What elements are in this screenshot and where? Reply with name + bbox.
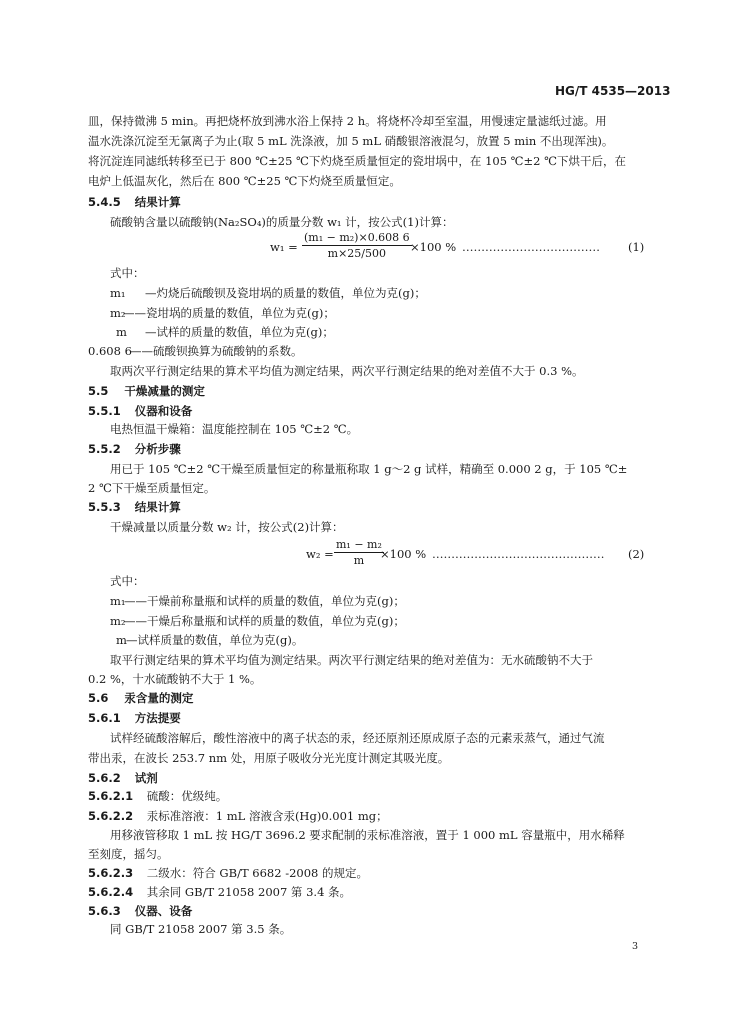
clause — [88, 885, 351, 899]
section-number: 5.5 — [88, 384, 109, 398]
section-number: 5.5.3 — [88, 500, 121, 514]
section-title: 仪器和设备 — [134, 404, 193, 418]
formula-1-fraction — [302, 231, 412, 260]
section-number: 5.6.2 — [88, 771, 121, 785]
formula-2-tail: ×100 % — [380, 547, 427, 561]
standard-number: HG/T 4535—2013 — [555, 84, 671, 98]
paragraph-line: 2 ℃下干燥至质量恒定。 — [88, 481, 216, 495]
paragraph-line: 干燥减量以质量分数 w₂ 计，按公式(2)计算： — [110, 520, 344, 534]
section-heading — [88, 404, 192, 418]
clause-text: 二级水：符合 GB/T 6682 -2008 的规定。 — [146, 866, 369, 880]
clause-number: 5.6.2.1 — [88, 789, 134, 803]
section-heading — [88, 691, 193, 705]
formula-2-fraction — [334, 538, 384, 567]
paragraph-line: 皿，保持微沸 5 min。再把烧杯放到沸水浴上保持 2 h。将烧杯冷却至室温，用慢速定量滤纸过滤。用 — [88, 114, 607, 128]
section-heading — [88, 384, 205, 398]
section-title: 仪器、设备 — [134, 904, 193, 918]
clause-number: 5.6.2.4 — [88, 885, 134, 899]
formula-2-denominator: m — [353, 554, 365, 567]
symbol-definition: —试样质量的数值，单位为克(g)。 — [126, 633, 304, 647]
section-number: 5.5.1 — [88, 404, 121, 418]
symbol: m₂ — [110, 614, 126, 628]
section-number: 5.4.5 — [88, 195, 121, 209]
section-heading — [88, 904, 192, 918]
section-title: 结果计算 — [134, 500, 181, 514]
section-title: 试剂 — [134, 771, 158, 785]
formula-2-numerator: m₁ − m₂ — [336, 538, 382, 551]
page-number: 3 — [632, 941, 639, 952]
section-title: 结果计算 — [134, 195, 181, 209]
symbol: m — [116, 325, 127, 339]
section-heading — [88, 771, 158, 785]
clause-number: 5.6.2.2 — [88, 809, 134, 823]
clause-text: 硫酸：优级纯。 — [146, 789, 228, 803]
paragraph-line: 电炉上低温灰化，然后在 800 ℃±25 ℃下灼烧至质量恒定。 — [88, 174, 401, 188]
section-heading — [88, 500, 181, 514]
paragraph-line: 用移液管移取 1 mL 按 HG/T 3696.2 要求配制的汞标准溶液，置于 1 000 mL 容量瓶中，用水稀释 — [110, 828, 625, 842]
symbol-definition: ——瓷坩埚的质量的数值，单位为克(g)； — [123, 306, 335, 320]
clause-number: 5.6.2.3 — [88, 866, 134, 880]
paragraph-line: 同 GB/T 21058 2007 第 3.5 条。 — [110, 922, 292, 936]
paragraph-line: 试样经硫酸溶解后，酸性溶液中的离子状态的汞，经还原剂还原成原子态的元素汞蒸气，通过气流 — [110, 731, 605, 745]
symbol-definition: ——干燥前称量瓶和试样的质量的数值，单位为克(g)； — [124, 594, 405, 608]
formula-1-denominator: m×25/500 — [327, 247, 387, 260]
clause — [88, 809, 388, 823]
section-title: 汞含量的测定 — [124, 691, 194, 705]
section-number: 5.6.3 — [88, 904, 121, 918]
symbol-definition: —灼烧后硫酸钡及瓷坩埚的质量的数值，单位为克(g)； — [145, 286, 426, 300]
section-heading — [88, 442, 181, 456]
formula-1-number: (1) — [628, 240, 645, 254]
paragraph-line: 温水洗涤沉淀至无氯离子为止(取 5 mL 洗涤液，加 5 mL 硝酸银溶液混匀，放置 5 min 不出现浑浊)。 — [88, 134, 614, 148]
paragraph-line: 0.2 %，十水硫酸钠不大于 1 %。 — [88, 672, 262, 686]
section-number: 5.6 — [88, 691, 109, 705]
formula-1-numerator: (m₁ − m₂)×0.608 6 — [304, 231, 410, 244]
symbol: 0.608 6 — [88, 344, 132, 358]
symbol: m — [116, 633, 127, 647]
paragraph-line: 取平行测定结果的算术平均值为测定结果。两次平行测定结果的绝对差值为：无水硫酸钠不大于 — [110, 653, 593, 667]
clause-text: 其余同 GB/T 21058 2007 第 3.4 条。 — [146, 885, 352, 899]
section-heading — [88, 195, 181, 209]
section-title: 分析步骤 — [134, 442, 181, 456]
clause — [88, 866, 368, 880]
paragraph-line: 取两次平行测定结果的算术平均值为测定结果，两次平行测定结果的绝对差值不大于 0.3 %。 — [110, 364, 584, 378]
formula-1-lhs: w₁ = — [270, 240, 298, 254]
where-label: 式中： — [110, 574, 145, 588]
section-number: 5.5.2 — [88, 442, 121, 456]
paragraph-line: 电热恒温干燥箱：温度能控制在 105 ℃±2 ℃。 — [110, 422, 359, 436]
paragraph-line: 带出汞，在波长 253.7 nm 处，用原子吸收分光光度计测定其吸光度。 — [88, 751, 450, 765]
formula-2-number: (2) — [628, 547, 645, 561]
section-number: 5.6.1 — [88, 711, 121, 725]
formula-2-leader: ……………………………………… — [432, 547, 605, 561]
paragraph-line: 用已于 105 ℃±2 ℃干燥至质量恒定的称量瓶称取 1 g～2 g 试样，精确至 0.000 2 g，于 105 ℃± — [110, 462, 628, 476]
formula-1-tail: ×100 % — [410, 240, 457, 254]
symbol-definition: —试样的质量的数值，单位为克(g)； — [145, 325, 334, 339]
paragraph-line: 至刻度，摇匀。 — [88, 847, 169, 861]
section-title: 方法提要 — [134, 711, 181, 725]
clause-text: 汞标准溶液：1 mL 溶液含汞(Hg)0.001 mg； — [146, 809, 388, 823]
paragraph-line: 硫酸钠含量以硫酸钠(Na₂SO₄)的质量分数 w₁ 计，按公式(1)计算： — [110, 215, 454, 229]
formula-2-lhs: w₂ = — [306, 547, 334, 561]
section-heading — [88, 711, 181, 725]
paragraph-line: 将沉淀连同滤纸转移至已于 800 ℃±25 ℃下灼烧至质量恒定的瓷坩埚中，在 105 ℃±2 ℃下烘干后，在 — [88, 154, 627, 168]
symbol: m₂ — [110, 306, 126, 320]
symbol-definition: ——干燥后称量瓶和试样的质量的数值，单位为克(g)； — [124, 614, 405, 628]
symbol: m₁ — [110, 594, 126, 608]
formula-1-leader: ……………………………… — [462, 240, 600, 254]
section-title: 干燥减量的测定 — [124, 384, 205, 398]
clause — [88, 789, 227, 803]
symbol: m₁ — [110, 286, 126, 300]
symbol-definition: ——硫酸钡换算为硫酸钠的系数。 — [130, 344, 303, 358]
where-label: 式中： — [110, 266, 145, 280]
